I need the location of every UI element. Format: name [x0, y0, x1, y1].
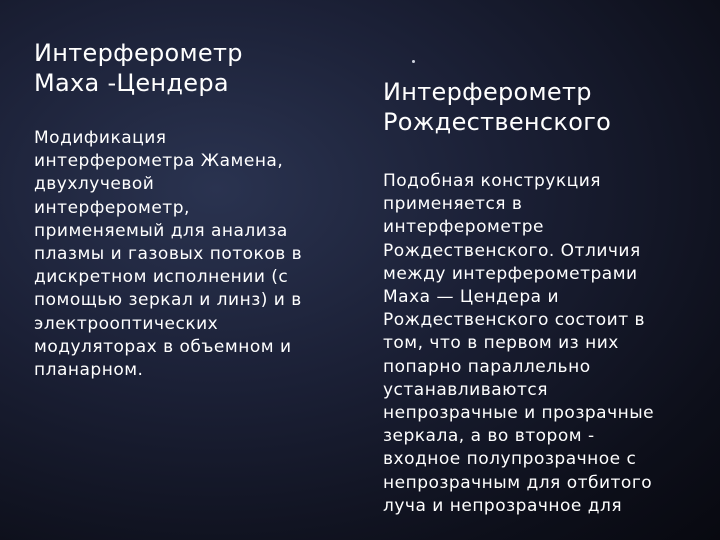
left-title: Интерферометр Маха -Цендера	[34, 39, 243, 97]
right-title-text: Интерферометр Рождественского	[383, 78, 612, 136]
right-title	[383, 77, 703, 137]
right-column	[383, 58, 703, 518]
left-column	[34, 38, 344, 382]
left-body-text: Модификация интерферометра Жамена, двухлучевой интерферометр, применяемый для анализа плазмы и газовых потоков в дискретном исполнении (с помощью зеркал и линз) и в электрооптических модуляторах в объемном и планарном.	[34, 128, 303, 381]
dot-mark	[412, 60, 415, 63]
right-body-text: Подобная конструкция применяется в интерферометре Рождественского. Отличия между интерферометрами Маха — Цендера и Рождественского состоит в том, что в первом из них попарно параллельно устанавливаются непрозрачные и прозрачные зеркала, а во втором - входное полупрозрачное с непрозрачным для отбитого луча и непрозрачное для	[383, 171, 655, 516]
